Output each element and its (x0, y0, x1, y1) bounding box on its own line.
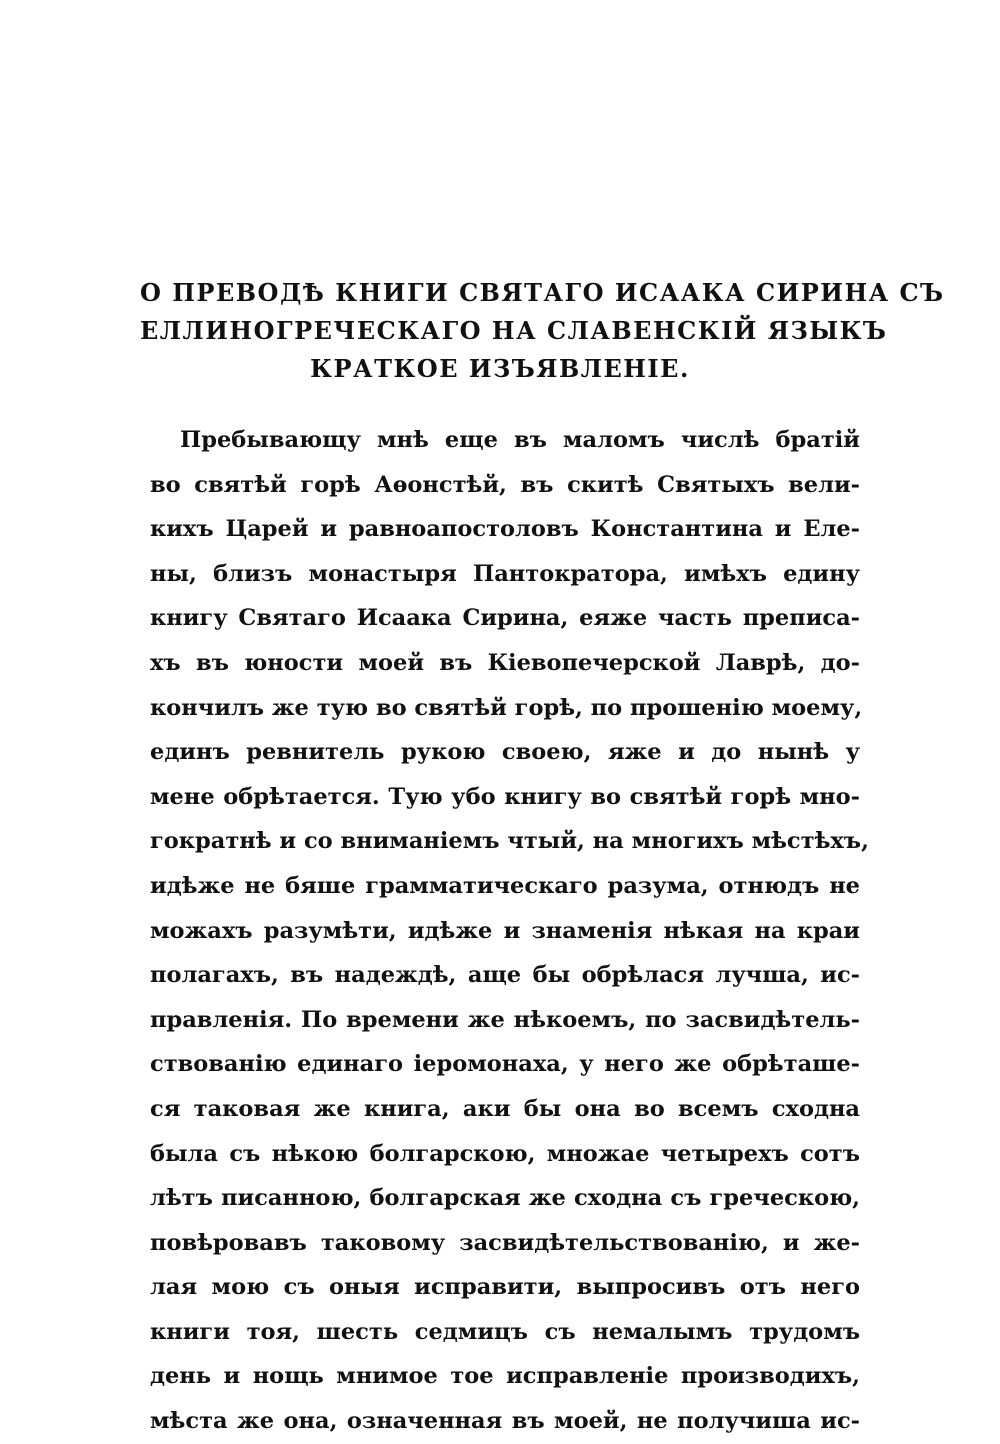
text-line: идѣже не бяше грамматическаго разума, отнюдъ не (150, 872, 860, 899)
text-line: лѣтъ писанною, болгарская же сходна съ греческою, (150, 1185, 860, 1212)
text-line: Пребывающу мнѣ еще въ маломъ числѣ братій (180, 427, 860, 453)
title-line-3: КРАТКОЕ ИЗЪЯВЛЕНІЕ. (310, 354, 690, 383)
text-line: единъ ревнитель рукою своею, яже и до нынѣ у (150, 739, 860, 766)
text-line: мѣста же она, означенная въ моей, не получиша ис- (150, 1408, 860, 1435)
chapter-title (140, 274, 945, 388)
text-line: кихъ Царей и равноапостоловъ Константина и Еле- (150, 516, 860, 543)
text-line: книги тоя, шесть седмицъ съ немалымъ трудомъ (150, 1318, 860, 1345)
text-line: полагахъ, въ надеждѣ, аще бы обрѣлася лучша, ис- (150, 962, 860, 989)
body-paragraph (150, 418, 869, 1444)
text-line: ся таковая же книга, аки бы она во всемъ сходна (150, 1095, 860, 1122)
text-line: повѣровавъ таковому засвидѣтельствованію, и же- (150, 1229, 860, 1256)
text-line: можахъ разумѣти, идѣже и знаменія нѣкая на краи (150, 917, 860, 944)
text-line: лая мою съ оныя исправити, выпросивъ отъ него (150, 1274, 860, 1301)
title-line-1: О ПРЕВОДѢ КНИГИ СВЯТАГО ИСААКА СИРИНА СЪ (140, 278, 945, 307)
text-line: ствованію единаго іеромонаха, у него же обрѣташе- (150, 1051, 860, 1078)
text-line: кончилъ же тую во святѣй горѣ, по прошенію моему, (150, 694, 863, 721)
text-line: хъ въ юности моей въ Кіевопечерской Лаврѣ, до- (150, 649, 860, 676)
text-line: книгу Святаго Исаака Сирина, еяже часть преписа- (150, 605, 860, 632)
text-line: день и нощь мнимое тое исправленіе производихъ, (150, 1363, 860, 1390)
text-line: мене обрѣтается. Тую убо книгу во святѣй горѣ мно- (150, 783, 860, 810)
title-line-2: ЕЛЛИНОГРЕЧЕСКАГО НА СЛАВЕНСКІЙ ЯЗЫКЪ (140, 316, 888, 345)
text-line: ны, близъ монастыря Пантократора, имѣхъ едину (150, 560, 860, 587)
text-line: правленія. По времени же нѣкоемъ, по засвидѣтель- (150, 1006, 860, 1033)
text-line: гократнѣ и со вниманіемъ чтый, на многихъ мѣстѣхъ, (150, 828, 869, 855)
text-line: во святѣй горѣ Аѳонстѣй, въ скитѣ Святыхъ вели- (150, 471, 860, 498)
text-line: была съ нѣкою болгарскою, множае четырехъ сотъ (150, 1140, 860, 1167)
